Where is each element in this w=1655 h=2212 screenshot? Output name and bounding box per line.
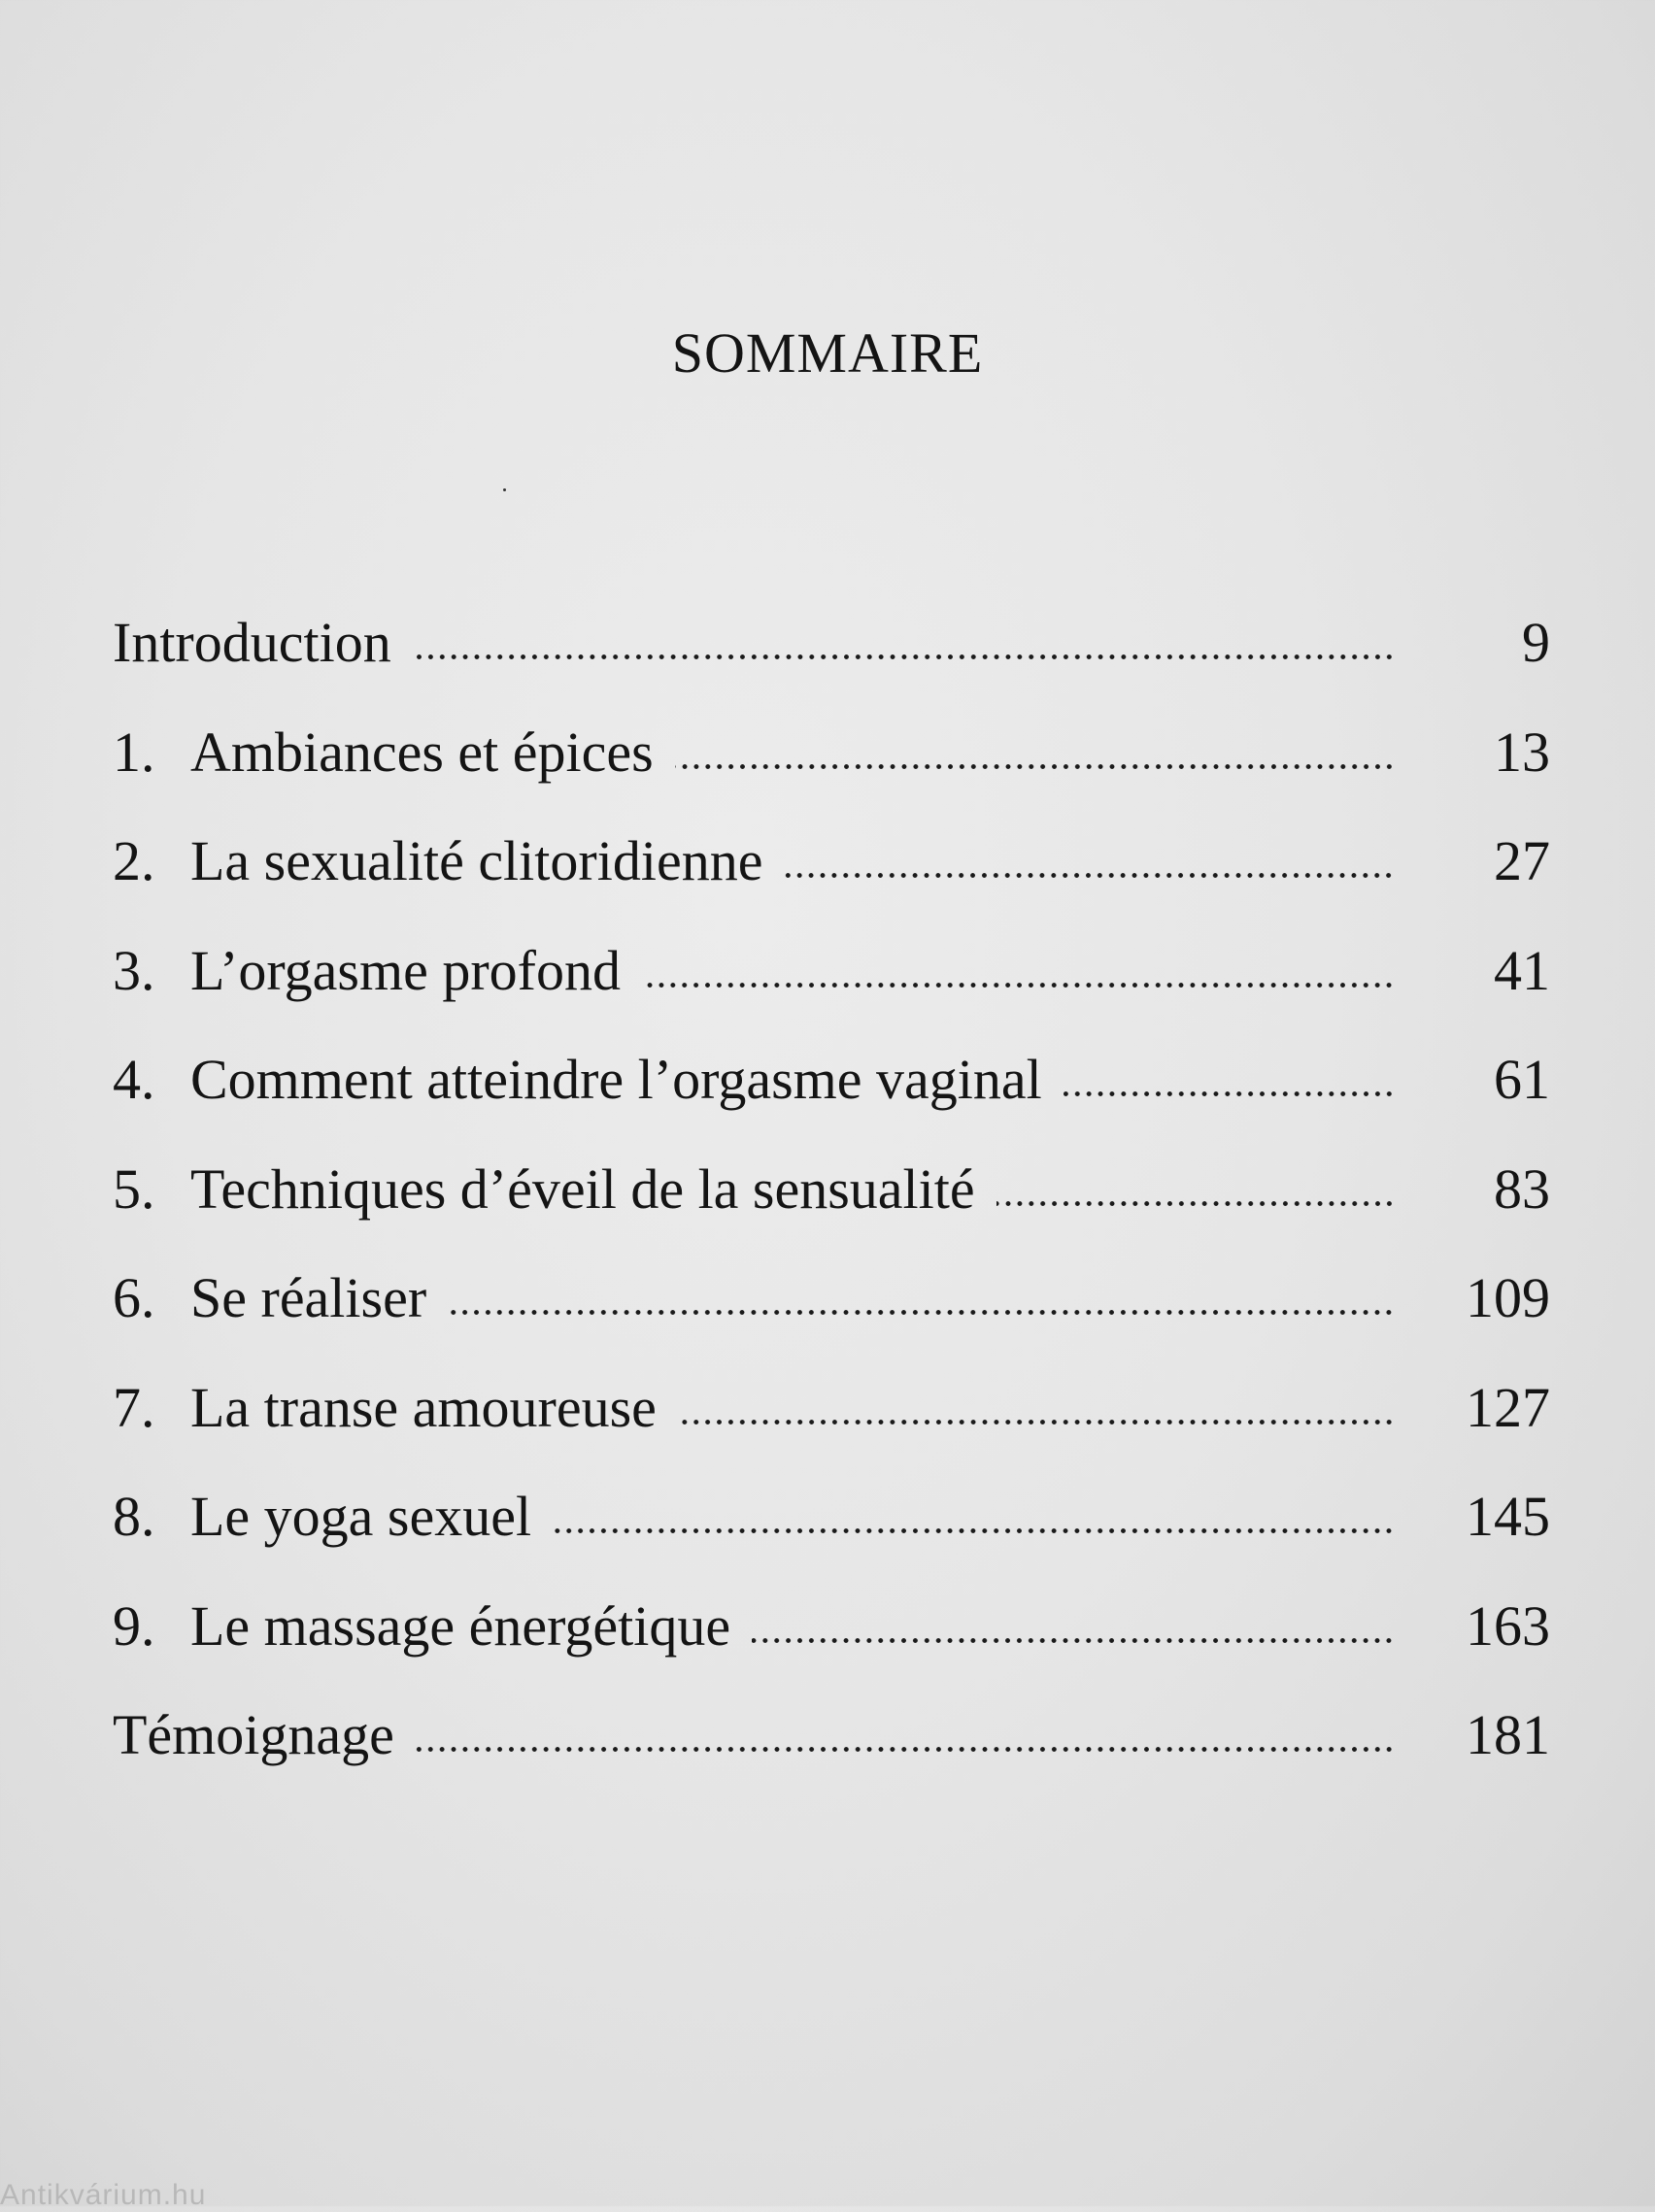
- toc-entry-page-number: 145: [1466, 1485, 1550, 1548]
- toc-entry-number: 2.: [113, 829, 155, 892]
- toc-entry-page-number: 163: [1466, 1593, 1550, 1658]
- toc-entry: [113, 1047, 1550, 1156]
- toc-entry-title: La transe amoureuse: [190, 1375, 657, 1439]
- dot-leader: [678, 1407, 1395, 1426]
- toc-entry: [113, 720, 1550, 829]
- dot-leader: [784, 860, 1395, 880]
- toc-entry: [113, 1265, 1550, 1375]
- toc-entry: [113, 1484, 1550, 1593]
- toc-entry-number: 8.: [113, 1485, 155, 1548]
- table-of-contents: [113, 610, 1550, 1812]
- toc-entry-title: Ambiances et épices: [190, 720, 654, 784]
- dot-leader: [448, 1297, 1395, 1317]
- toc-entry-page-number: 27: [1494, 829, 1550, 892]
- toc-entry: [113, 828, 1550, 938]
- dot-leader: [752, 1625, 1395, 1645]
- ink-speck: [503, 488, 506, 491]
- toc-entry-number: 3.: [113, 938, 155, 1002]
- toc-entry-page-number: 41: [1494, 938, 1550, 1002]
- toc-entry-number: 9.: [113, 1593, 155, 1658]
- toc-entry-page-number: 9: [1522, 611, 1550, 674]
- toc-entry-page-number: 127: [1466, 1375, 1550, 1439]
- toc-entry-title: La sexualité clitoridienne: [190, 829, 763, 892]
- watermark: Antikvárium.hu: [0, 2179, 207, 2211]
- toc-entry-number: 4.: [113, 1048, 155, 1111]
- toc-entry: [113, 1702, 1550, 1812]
- toc-entry-title: Témoignage: [113, 1703, 394, 1766]
- toc-entry: [113, 938, 1550, 1048]
- dot-leader: [413, 642, 1395, 661]
- toc-entry: [113, 1593, 1550, 1703]
- toc-entry-page-number: 61: [1494, 1048, 1550, 1111]
- toc-entry-title: Comment atteindre l’orgasme vaginal: [190, 1048, 1042, 1111]
- toc-entry-title: Se réaliser: [190, 1266, 427, 1329]
- toc-entry: [113, 610, 1550, 720]
- toc-entry-page-number: 109: [1466, 1266, 1550, 1329]
- page-title: SOMMAIRE: [671, 321, 984, 385]
- dot-leader: [642, 970, 1395, 989]
- toc-entry-title: Introduction: [113, 611, 391, 674]
- toc-entry-number: 1.: [113, 720, 155, 784]
- toc-entry-page-number: 83: [1494, 1156, 1550, 1221]
- toc-entry-number: 6.: [113, 1266, 155, 1329]
- toc-entry-title: L’orgasme profond: [190, 938, 621, 1002]
- dot-leader: [996, 1189, 1395, 1208]
- dot-leader: [1064, 1079, 1395, 1098]
- toc-entry-page-number: 13: [1494, 720, 1550, 784]
- toc-entry-title: Le yoga sexuel: [190, 1485, 532, 1548]
- toc-entry: [113, 1156, 1550, 1266]
- toc-entry-number: 5.: [113, 1156, 155, 1221]
- toc-entry: [113, 1375, 1550, 1485]
- dot-leader: [553, 1516, 1395, 1535]
- toc-entry-title: Le massage énergétique: [190, 1593, 731, 1658]
- dot-leader: [416, 1734, 1395, 1754]
- toc-entry-page-number: 181: [1466, 1703, 1550, 1766]
- toc-entry-title: Techniques d’éveil de la sensualité: [190, 1156, 975, 1221]
- toc-entry-number: 7.: [113, 1375, 155, 1439]
- dot-leader: [675, 752, 1395, 771]
